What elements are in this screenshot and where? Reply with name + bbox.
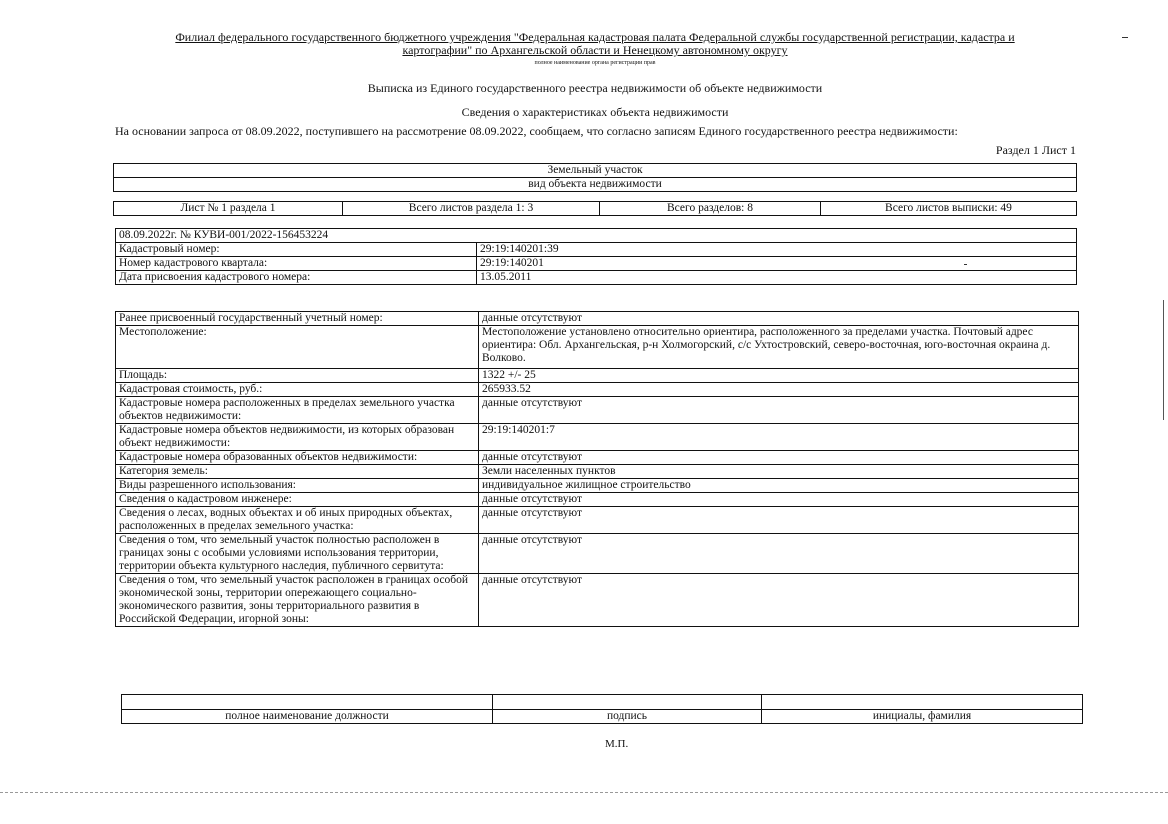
org-name-line1: Филиал федерального государственного бюджетного учреждения "Федеральная кадастровая палата Федеральной службы государственной регистрации, кадастра и <box>175 30 1015 44</box>
cadastral-quarter-label: Номер кадастрового квартала: <box>116 257 477 271</box>
cadastral-number-label: Кадастровый номер: <box>116 243 477 257</box>
record-number: 08.09.2022г. № КУВИ-001/2022-156453224 <box>116 229 1077 243</box>
org-caption: полное наименование органа регистрации прав <box>534 60 656 66</box>
table-row <box>116 465 1079 479</box>
details-label: Сведения о том, что земельный участок полностью расположен в границах зоны с особыми условиями использования территории, территории объекта культурного наследия, публичного сервитута: <box>116 534 479 574</box>
table-row <box>116 479 1079 493</box>
basis-text: На основании запроса от 08.09.2022, поступившего на рассмотрение 08.09.2022, сообщаем, что согласно записям Единого государственного реестра недвижимости: <box>115 124 958 138</box>
object-type-table <box>113 163 1077 192</box>
scan-artifact-dot <box>964 264 967 265</box>
section-ref: Раздел 1 Лист 1 <box>995 143 1076 157</box>
details-value: данные отсутствуют <box>479 451 1079 465</box>
details-value: данные отсутствуют <box>479 534 1079 574</box>
document-title: Выписка из Единого государственного реестра недвижимости об объекте недвижимости <box>367 81 823 95</box>
details-value: 29:19:140201:7 <box>479 424 1079 451</box>
table-row <box>116 369 1079 383</box>
details-value: Местоположение установлено относительно ориентира, расположенного за пределами участка. Почтовый адрес ориентира: Обл. Архангельская, р-н Холмогорский, с/с Ухтостровский, северо-восточная, юго-восточная окраина д. Волково. <box>479 326 1079 369</box>
assignment-date-value: 13.05.2011 <box>477 271 1077 285</box>
details-value: данные отсутствуют <box>479 574 1079 627</box>
table-row <box>116 383 1079 397</box>
details-label: Виды разрешенного использования: <box>116 479 479 493</box>
sheets-table <box>113 201 1077 216</box>
object-type-value: Земельный участок <box>114 164 1077 178</box>
table-row <box>116 326 1079 369</box>
signature-caption: подпись <box>493 710 762 724</box>
details-label: Кадастровая стоимость, руб.: <box>116 383 479 397</box>
scan-artifact-line <box>0 792 1168 793</box>
object-type-caption: вид объекта недвижимости <box>114 178 1077 192</box>
table-row <box>116 507 1079 534</box>
cadastral-quarter-value: 29:19:140201 <box>477 257 1077 271</box>
details-label: Сведения о лесах, водных объектах и об иных природных объектах, расположенных в пределах земельного участка: <box>116 507 479 534</box>
position-caption: полное наименование должности <box>122 710 493 724</box>
cadastral-number-value: 29:19:140201:39 <box>477 243 1077 257</box>
assignment-date-label: Дата присвоения кадастрового номера: <box>116 271 477 285</box>
details-value: индивидуальное жилищное строительство <box>479 479 1079 493</box>
table-row <box>116 271 1077 285</box>
identity-table <box>115 228 1077 285</box>
details-label: Площадь: <box>116 369 479 383</box>
details-value: данные отсутствуют <box>479 312 1079 326</box>
signature-table <box>121 694 1083 724</box>
table-row <box>116 424 1079 451</box>
details-value: данные отсутствуют <box>479 493 1079 507</box>
details-value: 1322 +/- 25 <box>479 369 1079 383</box>
document-subtitle: Сведения о характеристиках объекта недвижимости <box>461 105 729 119</box>
org-name-line2: картографии" по Архангельской области и Ненецкому автономному округу <box>402 43 788 57</box>
sheets-in-section: Всего листов раздела 1: 3 <box>343 202 600 216</box>
table-row <box>116 574 1079 627</box>
details-value: данные отсутствуют <box>479 397 1079 424</box>
table-row <box>116 493 1079 507</box>
table-row <box>116 534 1079 574</box>
table-row <box>116 243 1077 257</box>
table-row <box>116 257 1077 271</box>
sheet-number: Лист № 1 раздела 1 <box>114 202 343 216</box>
table-row <box>116 451 1079 465</box>
details-value: данные отсутствуют <box>479 507 1079 534</box>
details-label: Местоположение: <box>116 326 479 369</box>
details-label: Кадастровые номера объектов недвижимости, из которых образован объект недвижимости: <box>116 424 479 451</box>
position-field <box>122 695 493 710</box>
details-label: Сведения о кадастровом инженере: <box>116 493 479 507</box>
sections-total: Всего разделов: 8 <box>600 202 821 216</box>
details-label: Сведения о том, что земельный участок расположен в границах особой экономической зоны, территории опережающего социально-экономического развития, зоны территориального развития в Российской Федерации, игорной зоны: <box>116 574 479 627</box>
details-label: Кадастровые номера образованных объектов недвижимости: <box>116 451 479 465</box>
scan-artifact-edge <box>1163 300 1164 420</box>
name-caption: инициалы, фамилия <box>762 710 1083 724</box>
details-label: Категория земель: <box>116 465 479 479</box>
org-name <box>120 31 1070 57</box>
name-field <box>762 695 1083 710</box>
details-table <box>115 311 1079 627</box>
details-value: Земли населенных пунктов <box>479 465 1079 479</box>
table-row <box>116 312 1079 326</box>
stamp-label: М.П. <box>605 738 629 750</box>
sheets-total: Всего листов выписки: 49 <box>821 202 1077 216</box>
signature-field <box>493 695 762 710</box>
scan-artifact-mark <box>1122 37 1128 38</box>
table-row <box>116 397 1079 424</box>
details-label: Кадастровые номера расположенных в пределах земельного участка объектов недвижимости: <box>116 397 479 424</box>
details-value: 265933.52 <box>479 383 1079 397</box>
details-label: Ранее присвоенный государственный учетный номер: <box>116 312 479 326</box>
